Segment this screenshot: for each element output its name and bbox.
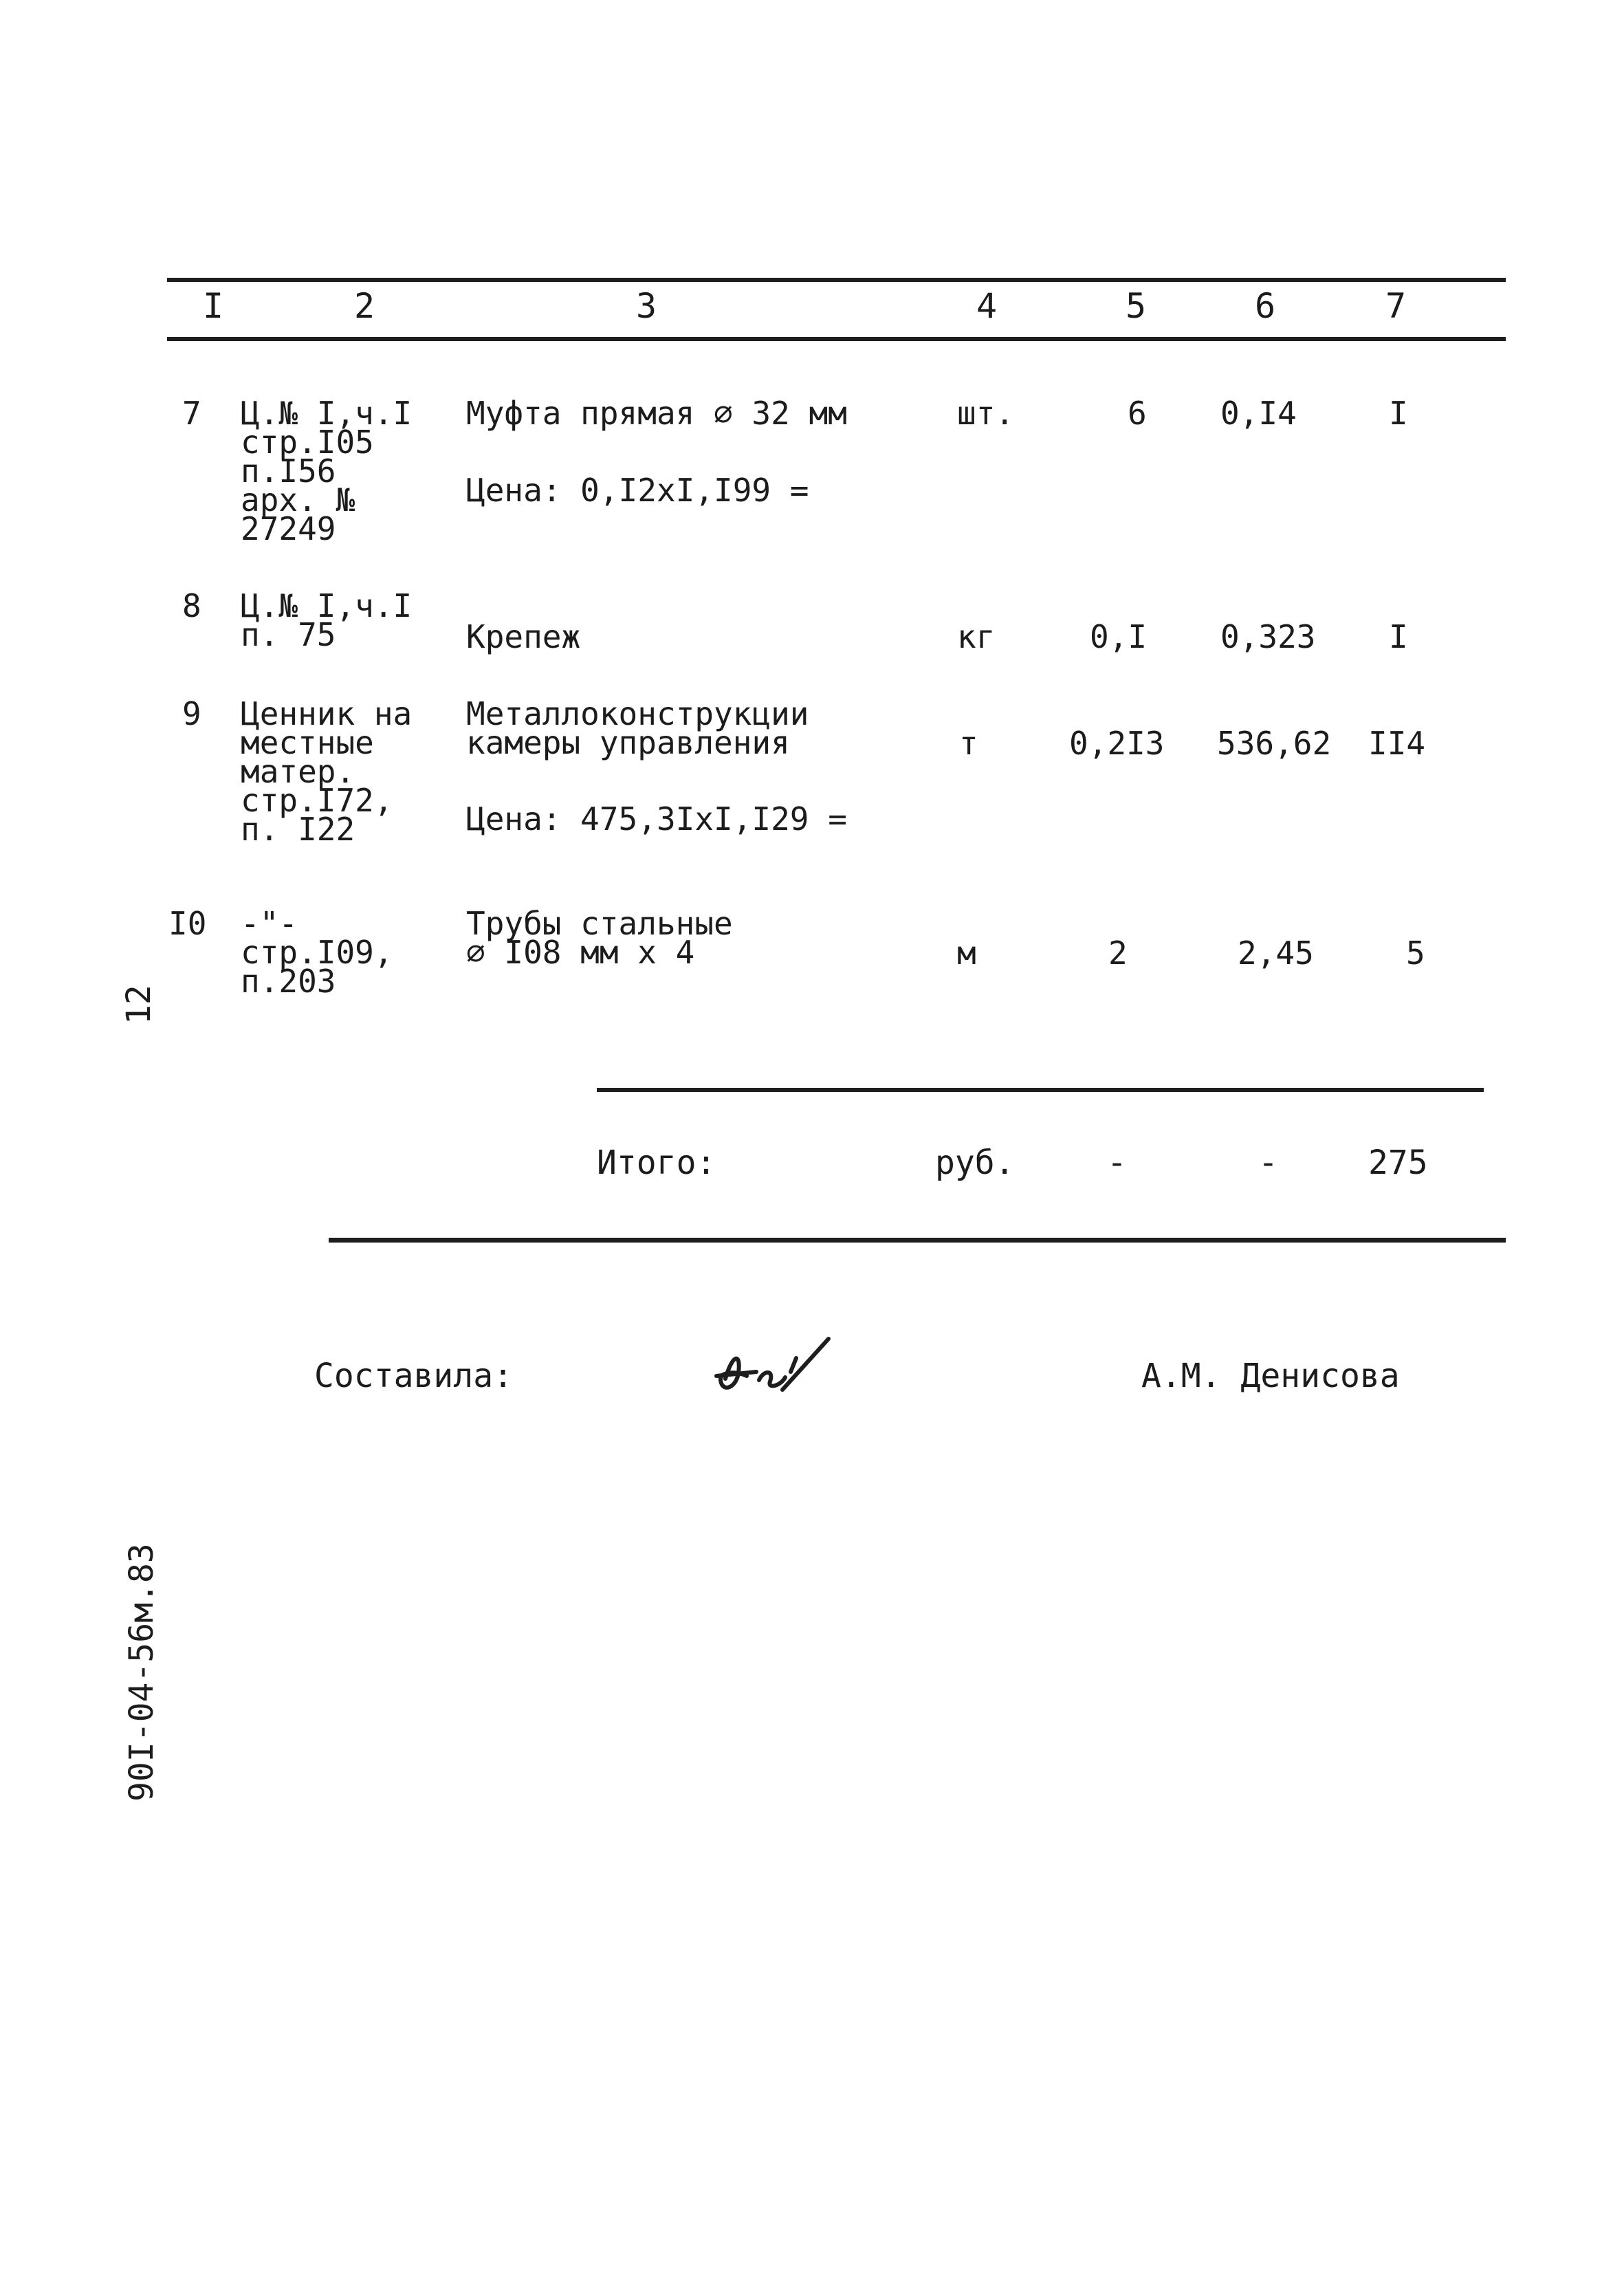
row-total: I: [1389, 395, 1408, 432]
row-item-name: Трубы стальные ∅ I08 мм x 4: [466, 905, 733, 971]
signatory-name: А.М. Денисова: [1141, 1357, 1400, 1395]
document-code: 90I-04-56м.83: [122, 1543, 161, 1802]
row-item-name: Металлоконструкции камеры управления: [466, 695, 809, 761]
row-number: 7: [182, 395, 201, 432]
row-source: Ц.№ I,ч.I стр.I05 п.I56 арх. № 27249: [241, 395, 413, 547]
row-price-formula: Цена: 0,I2xI,I99 =: [466, 472, 809, 509]
summary-unit: руб.: [935, 1144, 1015, 1182]
column-header-7: 7: [1385, 286, 1407, 326]
row-quantity: 0,2I3: [1069, 725, 1165, 762]
row-unit: кг: [957, 618, 996, 655]
column-header-5: 5: [1125, 286, 1147, 326]
row-unit-price: 2,45: [1238, 934, 1314, 972]
row-source: Ц.№ I,ч.I п. 75: [241, 587, 413, 653]
row-item-name: Муфта прямая ∅ 32 мм: [466, 395, 847, 432]
row-number: 8: [182, 587, 201, 624]
row-unit: т: [959, 725, 978, 762]
row-number: I0: [168, 905, 207, 942]
handwritten-signature: [708, 1331, 846, 1406]
row-price-formula: Цена: 475,3IxI,I29 =: [466, 800, 847, 838]
row-unit-price: 536,62: [1217, 725, 1332, 762]
row-unit: м: [957, 934, 976, 972]
row-total: I: [1389, 618, 1408, 655]
row-quantity: 2: [1108, 934, 1128, 972]
row-unit-price: 0,I4: [1220, 395, 1297, 432]
column-header-2: 2: [353, 286, 375, 326]
column-header-1: I: [202, 286, 224, 326]
summary-top-rule: [597, 1088, 1484, 1092]
row-item-name: Крепеж: [466, 618, 581, 655]
column-header-4: 4: [976, 286, 998, 326]
row-unit: шт.: [957, 395, 1015, 432]
row-quantity: 6: [1128, 395, 1147, 432]
column-header-6: 6: [1254, 286, 1276, 326]
summary-quantity: -: [1107, 1144, 1127, 1182]
column-header-3: 3: [635, 286, 657, 326]
summary-label: Итого:: [597, 1144, 716, 1182]
header-top-rule: [167, 278, 1506, 282]
row-total: II4: [1368, 725, 1426, 762]
header-bottom-rule: [167, 337, 1506, 341]
row-number: 9: [182, 695, 201, 732]
summary-bottom-rule: [329, 1238, 1506, 1243]
page-number: 12: [120, 985, 158, 1025]
summary-total: 275: [1368, 1144, 1428, 1182]
row-source: -"- стр.I09, п.203: [241, 905, 393, 1000]
signature-label: Составила:: [314, 1357, 513, 1395]
row-total: 5: [1406, 934, 1425, 972]
summary-unit-price: -: [1258, 1144, 1278, 1182]
row-quantity: 0,I: [1090, 618, 1148, 655]
row-source: Ценник на местные матер. стр.I72, п. I22: [241, 695, 413, 848]
row-unit-price: 0,323: [1220, 618, 1316, 655]
